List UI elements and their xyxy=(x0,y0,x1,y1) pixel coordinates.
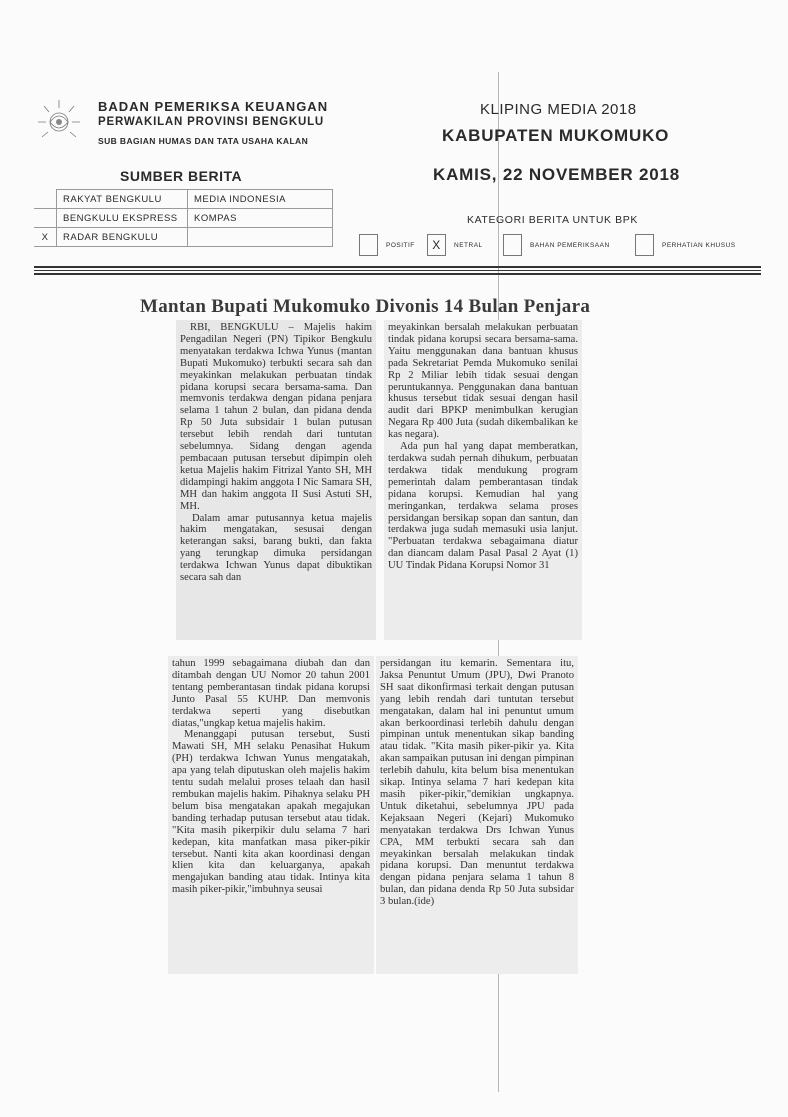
org-branch: PERWAKILAN PROVINSI BENGKULU xyxy=(98,116,325,128)
category-option-bahan-pemeriksaan xyxy=(503,234,610,256)
bpk-emblem-icon xyxy=(30,92,88,150)
category-checkbox xyxy=(503,234,522,256)
category-label: NETRAL xyxy=(454,241,483,249)
category-title: KATEGORI BERITA UNTUK BPK xyxy=(467,214,638,226)
source-name: RADAR BENGKULU xyxy=(57,228,188,247)
source-name: BENGKULU EKSPRESS xyxy=(57,209,188,228)
divider xyxy=(34,273,761,275)
article-column-3 xyxy=(168,656,374,974)
sources-title: SUMBER BERITA xyxy=(120,168,243,184)
source-mark: X xyxy=(34,228,57,247)
article-headline: Mantan Bupati Mukomuko Divonis 14 Bulan Penjara xyxy=(140,296,591,317)
publication-date: KAMIS, 22 NOVEMBER 2018 xyxy=(433,165,681,184)
org-name: BADAN PEMERIKSA KEUANGAN xyxy=(98,99,329,114)
article-column-2 xyxy=(384,320,582,640)
source-mark xyxy=(34,190,57,209)
category-checkbox xyxy=(635,234,654,256)
category-option-perhatian-khusus xyxy=(635,234,736,256)
divider xyxy=(34,266,761,268)
source-name: RAKYAT BENGKULU xyxy=(57,190,188,209)
article-column-4 xyxy=(376,656,578,974)
kliping-label: KLIPING MEDIA 2018 xyxy=(480,101,637,118)
article-paragraph: meyakinkan bersalah melakukan perbuatan tindak pidana korupsi secara bersama-sama. Yaitu menggunakan dana bantuan khusus pada Sekretariat Pemda Mukomuko senilai Rp 2 Miliar lebih tidak sesuai dengan peruntukannya. Penggunakan dana bantuan khusus tersebut tidak sesuai dengan hasil audit dari BPKP menimbulkan kerugian Negara Rp 400 Juta (sudah dikembalikan ke kas negara). xyxy=(388,322,578,441)
article-paragraph: RBI, BENGKULU – Majelis hakim Pengadilan Negeri (PN) Tipikor Bengkulu menyatakan terdakwa Ichwa Yunus (mantan Bupati Mukomuko) terbukti secara sah dan meyakinkan melakukan perbuatan tindak pidana korupsi secara bersama-sama. Dan memvonis terdakwa dengan pidana penjara selama 1 tahun 2 bulan, dan pidana denda Rp 50 Juta subsidair 1 bulan putusan tersebut lebih rendah dari tuntutan sebelumnya. Sidang dengan agenda pembacaan putusan tersebut dipimpin oleh ketua Majelis hakim Fitrizal Yanto SH, MH didampingi hakim anggota I Nic Samara SH, MH dan hakim anggota II Susi Astuti SH, MH. xyxy=(180,322,372,512)
article-column-1 xyxy=(176,320,376,640)
category-label: POSITIF xyxy=(386,241,415,249)
source-row xyxy=(34,190,333,209)
article-paragraph: Ada pun hal yang dapat memberatkan, terdakwa sudah pernah dihukum, perbuatan terdakwa tidak mendukung program pemerintah dalam pemberantasan tindak pidana korupsi. Kemudian hal yang meringankan, terdakwa selama proses persidangan bersikap sopan dan santun, dan terdakwa juga sudah memasuki usia lanjut. "Perbuatan terdakwa sebagaimana diatur dan diancam dalam Pasal Pasal 2 Ayat (1) UU Tindak Pidana Korupsi Nomor 31 xyxy=(388,441,578,572)
category-option-positif xyxy=(359,234,415,256)
source-name: KOMPAS xyxy=(188,209,333,228)
article-paragraph: tahun 1999 sebagaimana diubah dan dan ditambah dengan UU Nomor 20 tahun 2001 tentang pemberantasan tindak pidana korupsi Junto Pasal 55 KUHP. Dan memvonis terdakwa seperti yang disebutkan diatas,"ungkap ketua majelis hakim. xyxy=(172,658,370,729)
source-mark xyxy=(34,209,57,228)
article-paragraph: persidangan itu kemarin. Sementara itu, Jaksa Penuntut Umum (JPU), Dwi Pranoto SH saat dikonfirmasi terkait dengan putusan yang lebih rendah dari tuntutan tersebut mengatakan, dalam hal ini penuntut umum akan berkoordinasi terlebih dahulu dengan pimpinan untuk menentukan sikap banding atau tidak. "Kita masih piker-pikir ya. Kita akan sampaikan putusan ini dengan pimpinan terlebih dahulu, kita belum bisa menentukan sikap. Intinya selama 7 hari kedepan kita masih piker-pikir,"demikian ungkapnya. Untuk diketahui, sebelumnya JPU pada Kejaksaan Negeri (Kejari) Mukomuko menyatakan terdakwa Drs Ichwan Yunus CPA, MM terbukti secara sah dan meyakinkan bersalah melakukan tindak pidana korupsi. Dan menuntut terdakwa dengan pidana penjara selama 1 tahun 8 bulan, dan pidana denda Rp 50 Juta subsidar 3 bulan.(ide) xyxy=(380,658,574,908)
source-row xyxy=(34,209,333,228)
source-row xyxy=(34,228,333,247)
category-option-netral xyxy=(427,234,483,256)
category-label: BAHAN PEMERIKSAAN xyxy=(530,241,610,249)
category-checkbox: X xyxy=(427,234,446,256)
divider xyxy=(34,270,761,271)
region-title: KABUPATEN MUKOMUKO xyxy=(442,126,670,145)
category-label: PERHATIAN KHUSUS xyxy=(662,241,736,249)
article-paragraph: Menanggapi putusan tersebut, Susti Mawati SH, MH selaku Penasihat Hukum (PH) terdakwa Ichwan Yunus mengatakah, apa yang telah diputuskan oleh majelis hakim tentu sudah melalui proses telaah dan hasil rembukan majelis hakim. Pihaknya selaku PH belum bisa mengatakan apakah megajukan banding terhadap putusan tersebut atau tidak. "Kita masih pikerpikir dulu selama 7 hari kedepan, kita manfatkan masa piker-pikir tersebut. Nanti kita akan koordinasi dengan klien kita dan keluarganya, apakah mengajukan banding atau tidak. Intinya kita masih piker-pikir,"imbuhnya seusai xyxy=(172,729,370,896)
org-division: SUB BAGIAN HUMAS DAN TATA USAHA KALAN xyxy=(98,136,309,146)
article-paragraph: Dalam amar putusannya ketua majelis hakim mengatakan, sesusai dengan keterangan saksi, barang bukti, dan fakta yang terungkap dimuka persidangan terdakwa Ichwan Yunus dapat dibuktikan secara sah dan xyxy=(180,512,372,584)
source-name: MEDIA INDONESIA xyxy=(188,190,333,209)
category-checkbox xyxy=(359,234,378,256)
sources-table xyxy=(34,189,333,247)
source-name xyxy=(188,228,333,247)
